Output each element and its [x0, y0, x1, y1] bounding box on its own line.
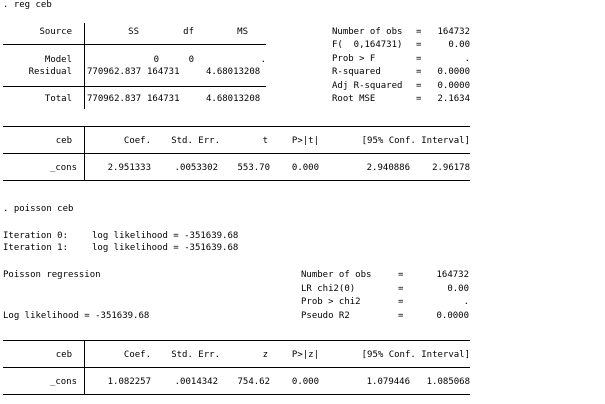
reg-stat-value: . [464, 54, 470, 64]
anova-total-ms: 4.68013208 [206, 94, 261, 104]
reg-stat-label: Adj R-squared [332, 81, 403, 91]
poisson-coef-bottom-rule [3, 394, 470, 395]
reg-coef-header-p: P>|t| [291, 136, 319, 146]
reg-coef-header-ci: [95% Conf. Interval] [361, 136, 470, 146]
poisson-coef-header-se: Std. Err. [171, 350, 220, 360]
anova-total-df: 164731 [147, 94, 180, 104]
poisson-coef-row-var: _cons [49, 377, 77, 387]
reg-stat-label: F( 0,164731) [332, 40, 403, 50]
anova-row-label: Residual [28, 67, 72, 77]
reg-stat-eq: = [416, 81, 422, 91]
reg-stat-label: R-squared [332, 67, 381, 77]
poisson-stat-eq: = [398, 284, 404, 294]
anova-vertical-rule [84, 23, 85, 109]
poisson-coef-header-ci: [95% Conf. Interval] [361, 350, 470, 360]
anova-total-label: Total [44, 94, 72, 104]
anova-row-ms: 4.68013208 [206, 67, 261, 77]
reg-stat-value: 2.1634 [437, 94, 470, 104]
poisson-coef-header-rule [3, 367, 470, 368]
iteration-loglik: log likelihood = -351639.68 [92, 231, 239, 241]
poisson-stat-value: 0.00 [447, 284, 469, 294]
reg-stat-value: 0.00 [448, 40, 470, 50]
reg-stat-eq: = [416, 40, 422, 50]
reg-coef-header-rule [3, 153, 470, 154]
poisson-stat-eq: = [398, 270, 404, 280]
reg-command: . reg ceb [3, 0, 52, 10]
reg-coef-row-hi: 2.96178 [432, 163, 470, 173]
reg-coef-row-p: 0.000 [291, 163, 319, 173]
poisson-coef-row-p: 0.000 [291, 377, 319, 387]
poisson-stat-label: Number of obs [301, 270, 372, 280]
poisson-stat-eq: = [398, 311, 404, 321]
reg-coef-header-se: Std. Err. [171, 136, 220, 146]
anova-header-rule [3, 44, 266, 45]
iteration-label: Iteration 1: [3, 243, 69, 253]
reg-stat-eq: = [416, 27, 422, 37]
reg-stat-eq: = [416, 67, 422, 77]
anova-row-ms: . [260, 55, 266, 65]
anova-row-ss: 0 [153, 55, 159, 65]
reg-stat-value: 0.0000 [437, 81, 470, 91]
poisson-coef-vertical-rule [84, 340, 85, 395]
reg-coef-header-stat: t [262, 136, 268, 146]
poisson-coef-row-se: .0014342 [174, 377, 218, 387]
reg-coef-row-lo: 2.940886 [366, 163, 410, 173]
reg-coef-top-rule [3, 126, 470, 127]
anova-total-ss: 770962.837 [87, 94, 142, 104]
poisson-stat-label: Prob > chi2 [301, 297, 361, 307]
anova-header-df: df [183, 27, 194, 37]
poisson-coef-header-p: P>|z| [291, 350, 319, 360]
reg-coef-header-var: ceb [55, 136, 72, 146]
reg-coef-header-coef: Coef. [123, 136, 151, 146]
reg-stat-eq: = [416, 54, 422, 64]
anova-total-rule [3, 86, 266, 87]
poisson-stat-value: . [463, 297, 469, 307]
poisson-coef-row-stat: 754.62 [237, 377, 270, 387]
poisson-title: Poisson regression [3, 270, 101, 280]
poisson-loglik: Log likelihood = -351639.68 [3, 311, 150, 321]
poisson-coef-row-hi: 1.085068 [426, 377, 470, 387]
poisson-coef-header-var: ceb [55, 350, 72, 360]
poisson-coef-row-coef: 1.082257 [107, 377, 151, 387]
reg-coef-row-stat: 553.70 [237, 163, 270, 173]
reg-coef-row-var: _cons [49, 163, 77, 173]
reg-stat-label: Root MSE [332, 94, 376, 104]
reg-stat-value: 0.0000 [437, 67, 470, 77]
anova-row-df: 164731 [147, 67, 180, 77]
anova-header-ss: SS [128, 27, 139, 37]
iteration-loglik: log likelihood = -351639.68 [92, 243, 239, 253]
poisson-coef-top-rule [3, 340, 470, 341]
anova-row-df: 0 [188, 55, 194, 65]
anova-header-source: Source [39, 27, 72, 37]
poisson-stat-eq: = [398, 297, 404, 307]
poisson-stat-label: Pseudo R2 [301, 311, 350, 321]
reg-stat-label: Number of obs [332, 27, 403, 37]
reg-coef-bottom-rule [3, 180, 470, 181]
reg-coef-row-coef: 2.951333 [107, 163, 151, 173]
iteration-label: Iteration 0: [3, 231, 69, 241]
reg-stat-value: 164732 [437, 27, 470, 37]
poisson-stat-value: 164732 [436, 270, 469, 280]
reg-stat-label: Prob > F [332, 54, 376, 64]
reg-stat-eq: = [416, 94, 422, 104]
anova-row-label: Model [44, 55, 72, 65]
poisson-command: . poisson ceb [3, 204, 74, 214]
anova-row-ss: 770962.837 [87, 67, 142, 77]
poisson-coef-header-stat: z [262, 350, 268, 360]
reg-coef-row-se: .0053302 [174, 163, 218, 173]
poisson-coef-row-lo: 1.079446 [366, 377, 410, 387]
reg-coef-vertical-rule [84, 126, 85, 181]
poisson-stat-value: 0.0000 [436, 311, 469, 321]
poisson-stat-label: LR chi2(0) [301, 284, 356, 294]
poisson-coef-header-coef: Coef. [123, 350, 151, 360]
anova-header-ms: MS [237, 27, 248, 37]
